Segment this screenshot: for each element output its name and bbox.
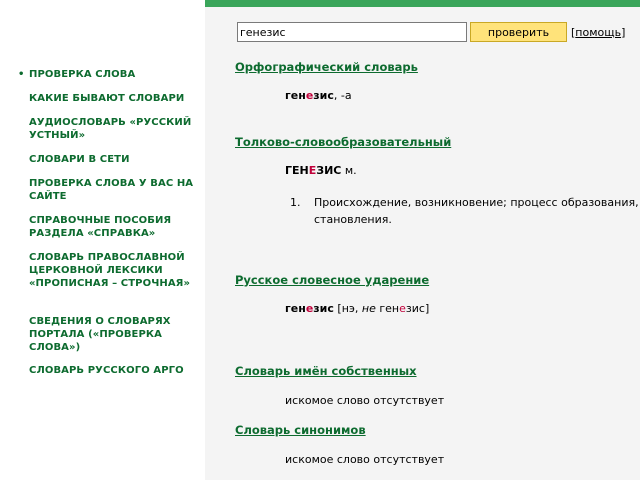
top-accent-bar: [205, 0, 640, 7]
note-word-part: зис: [405, 302, 425, 315]
word-part: ген: [285, 302, 306, 315]
results-panel: [205, 7, 640, 480]
note-close: ]: [424, 302, 430, 315]
sidebar-item-orthodox-lexicon[interactable]: СЛОВАРЬ ПРАВОСЛАВНОЙ ЦЕРКОВНОЙ ЛЕКСИКИ «ПРОПИСНАЯ – СТРОЧНАЯ»: [29, 252, 191, 289]
sidebar-item-argot-dictionary[interactable]: СЛОВАРЬ РУССКОГО АРГО: [29, 365, 184, 376]
dict-heading-synonyms[interactable]: Словарь синонимов: [235, 423, 366, 437]
check-button[interactable]: проверить: [470, 22, 567, 42]
note-open: [нэ,: [333, 302, 362, 315]
word-part: ГЕН: [285, 164, 309, 177]
word-part: зис: [313, 302, 334, 315]
dict-heading-orthographic[interactable]: Орфографический словарь: [235, 60, 418, 74]
note-word-part: ген: [375, 302, 400, 315]
stressed-vowel: е: [305, 302, 314, 315]
dict-heading-stress[interactable]: Русское словесное ударение: [235, 273, 430, 287]
proper-names-result: искомое слово отсутствует: [285, 394, 445, 407]
stress-entry: [285, 302, 429, 315]
help-link-wrapper: [помощь]: [571, 26, 626, 39]
dict-heading-explanatory[interactable]: Толково-словообразовательный: [235, 135, 452, 149]
word-part: ген: [285, 89, 306, 102]
dict-heading-proper-names[interactable]: Словарь имён собственных: [235, 364, 417, 378]
sidebar-item-site-word-check[interactable]: ПРОВЕРКА СЛОВА У ВАС НА САЙТЕ: [29, 178, 194, 202]
sidebar-item-portal-dictionaries-info[interactable]: СВЕДЕНИЯ О СЛОВАРЯХ ПОРТАЛА («ПРОВЕРКА СЛОВА»): [29, 316, 171, 353]
search-input[interactable]: [237, 22, 467, 42]
sidebar: [0, 0, 205, 480]
sidebar-item-dictionary-types[interactable]: КАКИЕ БЫВАЮТ СЛОВАРИ: [29, 93, 185, 104]
note-wrong-stress: е: [399, 302, 406, 315]
word-part: ЗИС: [316, 164, 342, 177]
sidebar-item-word-check[interactable]: ПРОВЕРКА СЛОВА: [29, 69, 136, 80]
help-link[interactable]: помощь: [575, 26, 622, 39]
definition-text: Происхождение, возникновение; процесс образования, становления.: [314, 196, 639, 226]
orthographic-entry: [285, 89, 352, 102]
explanatory-entry: [285, 164, 357, 177]
synonyms-result: искомое слово отсутствует: [285, 453, 445, 466]
word-part: зис: [313, 89, 334, 102]
current-item-bullet: •: [18, 69, 25, 80]
definition-number: 1.: [290, 196, 301, 209]
sidebar-item-online-dictionaries[interactable]: СЛОВАРИ В СЕТИ: [29, 154, 130, 165]
sidebar-item-audio-dictionary[interactable]: АУДИОСЛОВАРЬ «РУССКИЙ УСТНЫЙ»: [29, 117, 192, 141]
stressed-vowel: Е: [308, 164, 317, 177]
part-of-speech: м.: [341, 164, 357, 177]
sidebar-item-reference-manuals[interactable]: СПРАВОЧНЫЕ ПОСОБИЯ РАЗДЕЛА «СПРАВКА»: [29, 215, 172, 239]
grammar-note: , -а: [333, 89, 352, 102]
note-not: не: [361, 302, 376, 315]
stressed-vowel: е: [305, 89, 314, 102]
